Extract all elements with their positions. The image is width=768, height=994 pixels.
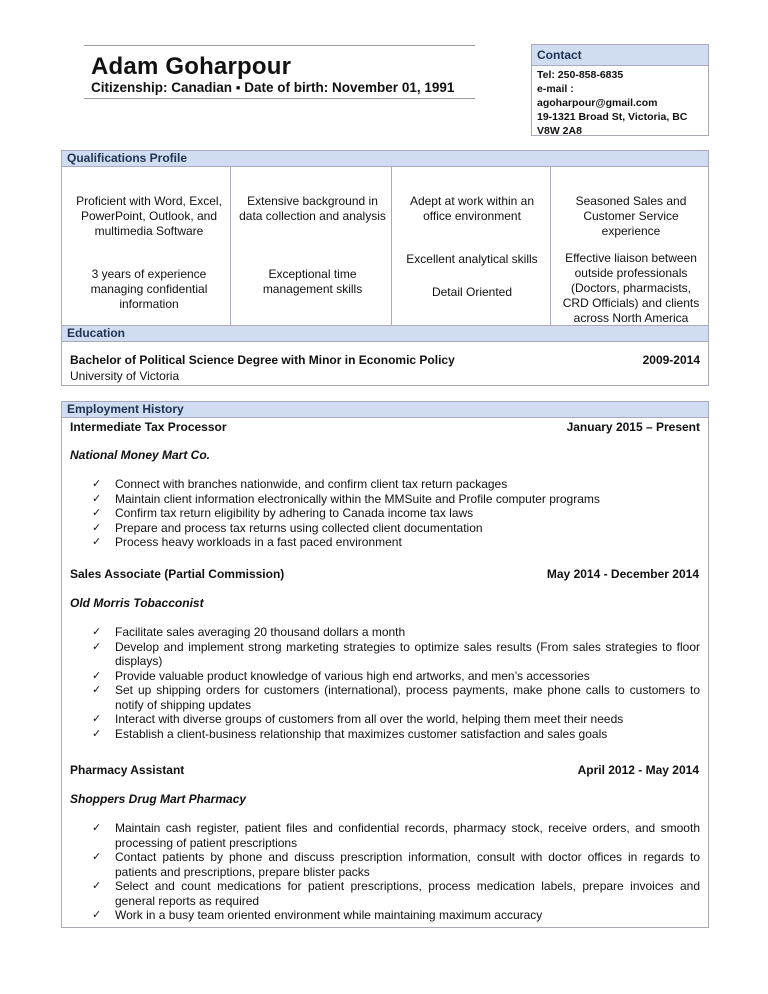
list-item: ✓ Maintain client information electronically within the MMSuite and Profile computer programs bbox=[92, 491, 600, 506]
qual-column-2 bbox=[230, 167, 392, 325]
job-bullets bbox=[92, 625, 700, 741]
contact-box bbox=[531, 44, 709, 136]
list-item: ✓ Develop and implement strong marketing strategies to optimize sales results (From sales strategies to floor displays) bbox=[92, 639, 700, 668]
checkmark-icon: ✓ bbox=[92, 880, 102, 892]
list-item: ✓ Provide valuable product knowledge of various high end artworks, and men’s accessories bbox=[92, 668, 590, 683]
education-heading: Education bbox=[62, 325, 708, 342]
header-bottom-rule bbox=[84, 98, 475, 99]
job-dates: April 2012 - May 2014 bbox=[577, 763, 699, 777]
qual-item: Effective liaison between outside professionals (Doctors, pharmacists, CRD Officials) and clients across North America bbox=[562, 251, 700, 325]
qual-item: Proficient with Word, Excel, PowerPoint, Outlook, and multimedia Software bbox=[76, 194, 222, 238]
list-item: ✓ Maintain cash register, patient files and confidential records, pharmacy stock, receive orders, and smooth processing of patient prescriptions bbox=[92, 821, 700, 850]
list-item: ✓ Select and count medications for patient prescriptions, process medication labels, prepare invoices and general reports as required bbox=[92, 879, 700, 908]
qual-column-1 bbox=[62, 167, 230, 325]
contact-phone: Tel: 250-858-6835 bbox=[537, 69, 624, 81]
list-item: ✓ Set up shipping orders for customers (international), process payments, make phone calls to customers to notify of shipping updates bbox=[92, 683, 700, 712]
checkmark-icon: ✓ bbox=[92, 536, 102, 548]
qual-column-3 bbox=[391, 167, 551, 325]
checkmark-icon: ✓ bbox=[92, 727, 102, 740]
header-top-rule bbox=[84, 45, 475, 46]
checkmark-icon: ✓ bbox=[92, 507, 102, 519]
checkmark-icon: ✓ bbox=[92, 626, 102, 638]
education-degree: Bachelor of Political Science Degree with Minor in Economic Policy bbox=[70, 353, 455, 367]
qual-item: Adept at work within an office environment bbox=[409, 194, 535, 223]
qual-column-4 bbox=[550, 167, 709, 325]
contact-lines bbox=[532, 66, 708, 138]
employment-box bbox=[61, 401, 709, 928]
checkmark-icon: ✓ bbox=[92, 851, 102, 863]
checkmark-icon: ✓ bbox=[92, 478, 102, 490]
checkmark-icon: ✓ bbox=[92, 713, 102, 725]
contact-address-line2: V8W 2A8 bbox=[537, 125, 582, 137]
list-item: ✓ Process heavy workloads in a fast paced environment bbox=[92, 535, 402, 549]
job-company: National Money Mart Co. bbox=[70, 448, 211, 462]
list-item: ✓ Confirm tax return eligibility by adhering to Canada income tax laws bbox=[92, 506, 474, 520]
candidate-subtitle: Citizenship: Canadian ▪ Date of birth: November 01, 1991 bbox=[91, 80, 455, 95]
job-bullets bbox=[92, 477, 700, 550]
list-item: ✓ Prepare and process tax returns using collected client documentation bbox=[92, 520, 483, 535]
list-item: ✓ Facilitate sales averaging 20 thousand dollars a month bbox=[92, 625, 406, 639]
qual-item: Exceptional time management skills bbox=[262, 267, 363, 296]
education-years: 2009-2014 bbox=[642, 353, 700, 367]
candidate-name: Adam Goharpour bbox=[91, 53, 292, 80]
job-company: Shoppers Drug Mart Pharmacy bbox=[70, 792, 247, 806]
list-item: ✓ Work in a busy team oriented environment while maintaining maximum accuracy bbox=[92, 908, 543, 922]
job-title: Pharmacy Assistant bbox=[70, 763, 185, 777]
contact-address-line1: 19-1321 Broad St, Victoria, BC bbox=[537, 111, 688, 123]
education-school: University of Victoria bbox=[70, 369, 180, 383]
job-title: Sales Associate (Partial Commission) bbox=[70, 567, 285, 581]
job-company: Old Morris Tobacconist bbox=[70, 596, 204, 610]
checkmark-icon: ✓ bbox=[92, 640, 102, 653]
job-dates: January 2015 – Present bbox=[566, 420, 700, 434]
employment-heading: Employment History bbox=[62, 402, 708, 418]
list-item: ✓ Establish a client-business relationship that maximizes customer satisfaction and sales goals bbox=[92, 726, 608, 741]
list-item: ✓ Interact with diverse groups of customers from all over the world, helping them meet their needs bbox=[92, 712, 624, 726]
checkmark-icon: ✓ bbox=[92, 669, 102, 682]
contact-heading: Contact bbox=[532, 45, 708, 66]
list-item: ✓ Connect with branches nationwide, and confirm client tax return packages bbox=[92, 477, 508, 491]
qualifications-grid bbox=[62, 167, 708, 325]
qual-item: Extensive background in data collection and analysis bbox=[239, 194, 386, 223]
checkmark-icon: ✓ bbox=[92, 521, 102, 534]
qualifications-heading: Qualifications Profile bbox=[62, 151, 708, 167]
job-bullets bbox=[92, 821, 700, 923]
checkmark-icon: ✓ bbox=[92, 684, 102, 696]
qualifications-box bbox=[61, 150, 709, 386]
qual-item: Seasoned Sales and Customer Service experience bbox=[575, 194, 687, 238]
qual-item: 3 years of experience managing confidential information bbox=[90, 267, 208, 311]
contact-email-label: e-mail : bbox=[537, 83, 574, 95]
qual-item: Excellent analytical skills bbox=[406, 252, 538, 266]
contact-email: agoharpour@gmail.com bbox=[537, 97, 658, 109]
checkmark-icon: ✓ bbox=[92, 909, 102, 921]
list-item: ✓ Contact patients by phone and discuss prescription information, consult with doctor offices in regards to patients and prescriptions, prepare blister packs bbox=[92, 850, 700, 879]
qual-item: Detail Oriented bbox=[431, 285, 513, 299]
checkmark-icon: ✓ bbox=[92, 822, 102, 834]
job-title: Intermediate Tax Processor bbox=[70, 420, 227, 434]
job-dates: May 2014 - December 2014 bbox=[546, 567, 699, 581]
checkmark-icon: ✓ bbox=[92, 492, 102, 505]
